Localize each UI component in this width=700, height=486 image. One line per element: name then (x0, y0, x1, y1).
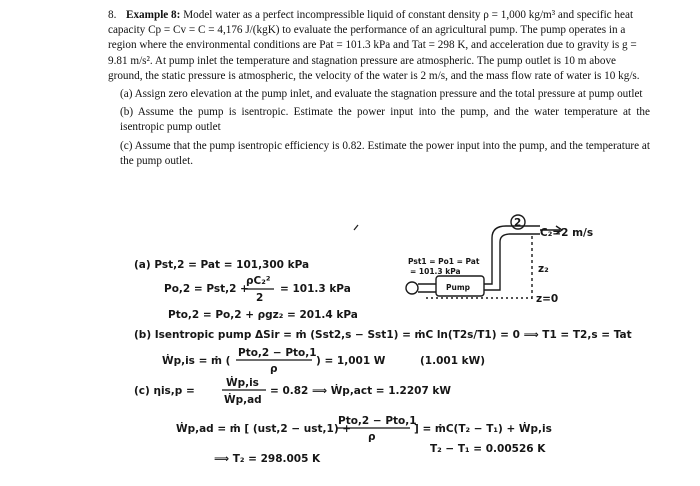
sol-a-frac-num: ρC₂² (246, 275, 271, 287)
sol-c-line2b: ] = ṁC(T₂ − T₁) + Ẇp,is (414, 423, 552, 435)
sol-c-line2a: Ẇp,ad = ṁ [ (ust,2 − ust,1) + (176, 423, 352, 435)
problem-intro: Model water as a perfect incompressible liquid of constant density ρ = 1,000 kg/m³ and specific heat capacity Cp = Cv = C = 4,176 J/(kgK) to evaluate the performance of an agricultural pump. The pump operates in a region where the environmental conditions are Pat = 101.3 kPa and Tat = 298 K, and acceleration due to gravity is g = 9.81 m/s². At pump inlet the temperature and stagnation pressure are atmospheric. The pump outlet is 10 m above ground, the static pressure is atmospheric, the velocity of the water is 2 m/s, and the mass flow rate of water is 10 kg/s. (108, 9, 640, 82)
sol-b-frac-num: Pto,2 − Pto,1 (238, 347, 317, 359)
state-1-circle (406, 282, 418, 294)
problem-number: 8. (108, 9, 117, 21)
sol-c-frac2-num: Pto,2 − Pto,1 (338, 415, 417, 427)
part-c-text: (c) Assume that the pump isentropic efficiency is 0.82. Estimate the power input into the pump, and the temperature at the pump outlet. (120, 139, 650, 167)
sol-c-frac-den: Ẇp,ad (224, 394, 262, 406)
sol-a-line1: (a) Pst,2 = Pat = 101,300 kPa (134, 259, 310, 271)
sol-b-line2b: ) = 1,001 W (316, 355, 386, 367)
state-2-label: 2 (514, 217, 522, 229)
sol-b-frac-den: ρ (270, 363, 278, 375)
velocity-label: C₂=2 m/s (540, 227, 594, 239)
inlet-pressure-value: = 101.3 kPa (410, 267, 461, 276)
sol-a-line2b: = 101.3 kPa (280, 283, 351, 295)
sol-c-frac-num: Ẇp,is (226, 377, 259, 389)
part-b-text: (b) Assume the pump is isentropic. Estimate the power input into the pump, and the water temperature at the isentropic pump outlet (120, 106, 650, 134)
inlet-pipe (418, 284, 436, 292)
sol-b-line1: (b) Isentropic pump ΔSir = ṁ (Sst2,s − Sst1) = ṁC ln(T2s/T1) = 0 ⟹ T1 = T2,s = Tat (134, 329, 632, 341)
sol-c-line1b: = 0.82 ⟹ Ẇp,act = 1.2207 kW (270, 385, 451, 397)
sol-a-line3: Pto,2 = Po,2 + ρgz₂ = 201.4 kPa (168, 309, 358, 321)
sol-c-frac2-den: ρ (368, 431, 376, 443)
problem-title: Example 8: (126, 9, 181, 21)
sol-b-line2c: (1.001 kW) (420, 355, 486, 367)
part-a-text: (a) Assign zero elevation at the pump inlet, and evaluate the stagnation pressure and the total pressure at pump outlet (120, 88, 643, 101)
sol-c-line1a: (c) ηis,p = (134, 385, 195, 397)
stray-mark (354, 225, 358, 230)
pump-label: Pump (446, 283, 471, 292)
z0-label: z=0 (536, 293, 559, 305)
sol-a-frac-den: 2 (256, 292, 264, 304)
sol-b-line2a: Ẇp,is = ṁ ( (162, 355, 231, 367)
sol-c-line4: ⟹ T₂ = 298.005 K (214, 453, 321, 465)
inlet-pressure-label: Pst1 = Po1 = Pat (408, 257, 480, 266)
sol-a-line2a: Po,2 = Pst,2 + (164, 283, 249, 295)
sol-c-line3: T₂ − T₁ = 0.00526 K (430, 443, 546, 455)
z2-label: z₂ (538, 263, 549, 275)
